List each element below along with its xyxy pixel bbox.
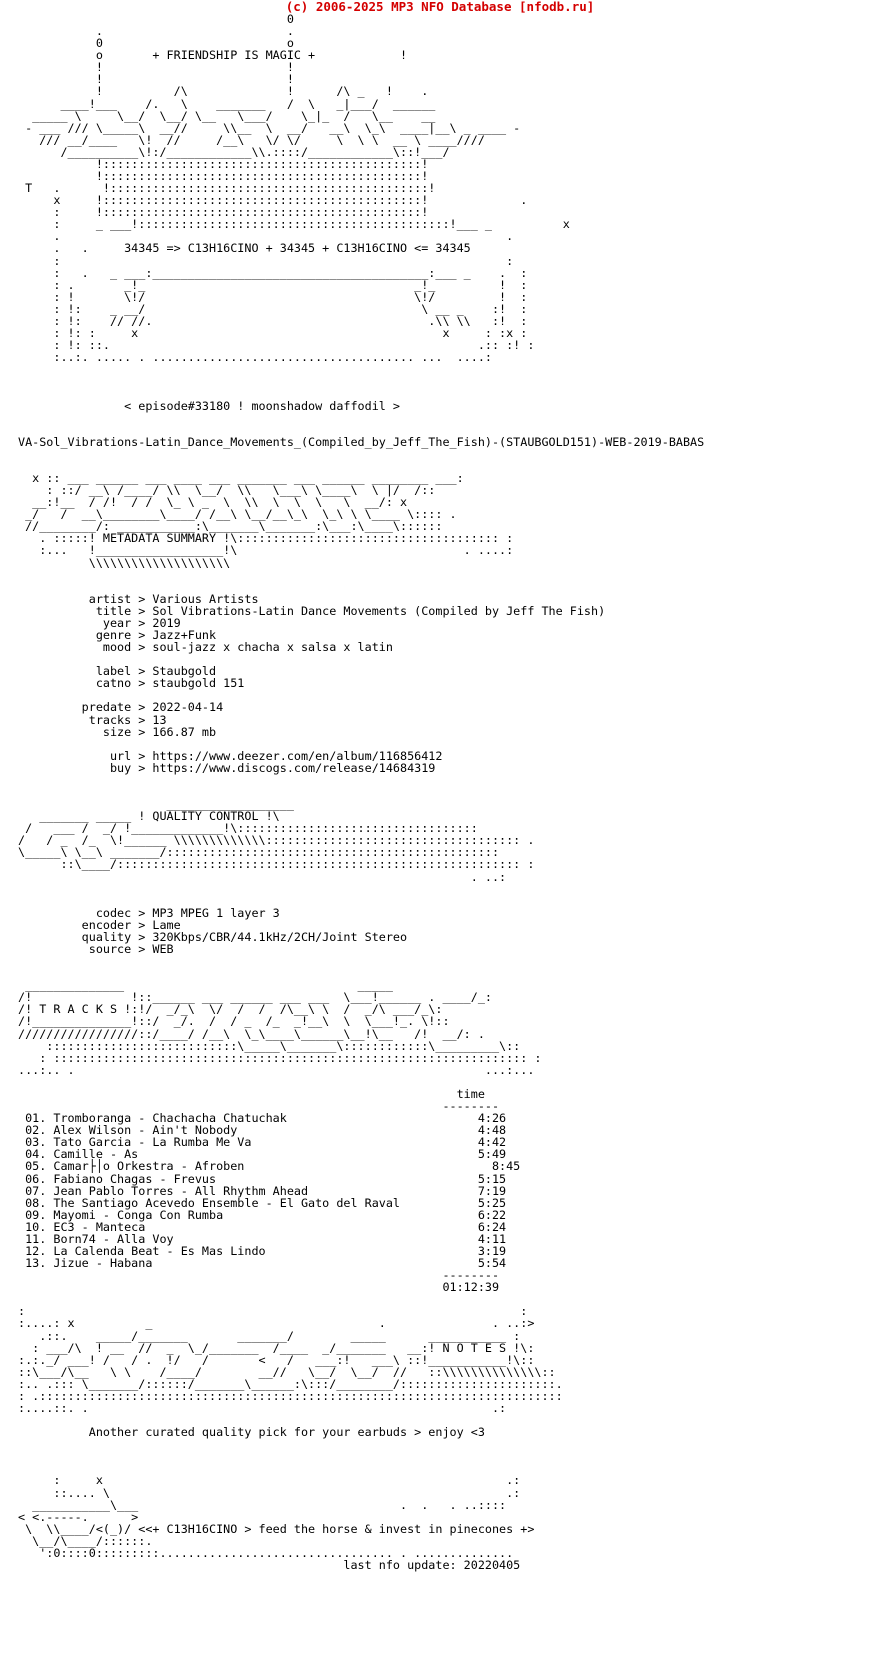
nfo-content: 0 . . 0 o o + FRIENDSHIP IS MAGIC + ! ! ! ! ! ! /\ ! /\ _ ! . ____!___ /. \ _______ / \ _|___/ ______ _____ \ \__/ \__/ \__ \___/ \_|_ / \__ __ - ___ /// \_____\ __// \\__ \ __/ __\ \_\ ____|__\ _ ____ - /// __/____ \! // /__\ \/ \/ \ \ \ __ \ ____//// /__________\!:/____________\\.::::/____________\::!___/ !:::::::::::::::::::::::::::::::::::::::::::::! !:::::::::::::::::::::::::::::::::::::::::::::! T . !:::::::::::::::::::::::::::::::::::::::::::::! x !:::::::::::::::::::::::::::::::::::::::::::::! . : !:::::::::::::::::::::::::::::::::::::::::::::! : _ ___!::::::::::::::::::::::::::::::::::::::::::::!___ _ x . . . . 34345 => C13H16CINO + 34345 + C13H16CINO <= 34345 : : : . _ ___:_______________________________________:___ _ . : : . _!_ _!_ ! : : ! \!/ \!/ ! : : !: _ __/ \ __ _ :! : : !: // //. .\\ \\ :! : : !: : x x : :x : : !: ::. .:: :! : :..:. ..... . ..................................... ... ....: < episode#33180 ! moonshadow daffodil > VA-Sol_Vibrations-Latin_Dance_Movements_(Compiled_by_Jeff_The_Fish)-(STAUBGOLD151)-WEB-2019-BABAS x :: ___ ______ ___ ____ ___ _______ ___ ______ ________ ___: : ::/ __\ /____/ \\ \__/ \\ \___\ \____\ \ |/ /:: __:!__ / /! / / \_ \ _ \ \\ \ \ \ \ __/: x _/ / __\________\____/ /__\ \__/__\_\ \_\ \ \____ \:::: . //________/: ___________:\_______\_______:\___:\____\:::::: . :::::! METADATA SUMMARY !\::::::::::::::::::::::::::::::::::::: : :... !__________________!\ . ....: \\\\\\\\\\\\\\\\\\\\ artist > Various Artists title > Sol Vibrations-Latin Dance Movements (Compiled by Jeff The Fish) year > 2019 genre > Jazz+Funk mood > soul-jazz x chacha x salsa x latin label > Staubgold catno > staubgold 151 predate > 2022-04-14 tracks > 13 size > 166.87 mb url > https://www.deezer.com/en/album/116856412 buy > https://www.discogs.com/release/14684319 __________________ _______ _____ ! QUALITY CONTROL !\ / ___ / _/ !_____________!\:::::::::::::::::::::::::::::::::: / / _ /_ \!______ \\\\\\\\\\\\\:::::::::::::::::::::::::::::::::::: . \_____\ \__\ _______/::::::::::::::::::::::::::::::::::::::::::::::: ::\____/::::::::::::::::::::::::::::::::::::::::::::::::::::::::: : . ..: codec > MP3 MPEG 1 layer 3 encoder > Lame quality > 320Kbps/CBR/44.1kHz/2CH/Joint Stereo source > WEB ______________ _____ /! !::______ ___ ______ ___ ___ \___!______ . ____/_: /! T R A C K S !:!/ _/_\ \/ / / /\__\ \ / _/\ ___/_\: /!______________!::/ _/. / / _ /_ _!__\ \ \___!_. \!:: /////////////////::/____/ /__\ \_\____\______\__!\__ /! __/: . :::::::::::::::::::::::::::\_____\_______\::::::::::::\_________\:: : ::::::::::::::::::::::::::::::::::::::::::::::::::::::::::::::::::: : ...:.. . ...:... time -------- 01. Tromboranga - Chachacha Chatuchak 4:26 02. Alex Wilson - Ain't Nobody 4:48 03. Tato Garcia - La Rumba Me Va 4:42 04. Camille - As 5:49 05. Camar├│o Orkestra - Afroben 8:45 06. Fabiano Chagas - Frevus 5:15 07. Jean Pablo Torres - All Rhythm Ahead 7:19 08. The Santiago Acevedo Ensemble - El Gato del Raval 5:25 09. Mayomi - Conga Con Rumba 6:22 10. EC3 - Manteca 6:24 11. Born74 - Alla Voy 4:11 12. La Calenda Beat - Es Mas Lindo 3:19 13. Jizue - Habana 5:54 -------- 01:12:39 : : :....: x _ . . ..:> .::. _____/_______ _______/ _____ ___________ : : ___/\ ! __ // _ \_/_______ /____ _/_______ __:! N O T E S !\: :.:._/ ___! / / . !/ / < / ___:! ___\ ::!___________!\:: ::\___/\__ \ \ /____/ __// \__/ \__/ // ::\\\\\\\\\\\\\\:: :.. .::: \_______/::::::/_______\______:\:::/________/::::::::::::::::::::::. : .:::::::::::::::::::::::::::::::::::::::::::::::::::::::::::::::::::::::::: :....::. . .: Another curated quality pick for your earbuds > enjoy <3 : x .: ::.... \ .: ___________\___ . . . ..:::: < <.-----. > \ \\____/<(_)/ <<+ C13H16CINO > feed the horse & invest in pinecones +> \__/\____/::::::. ':0::::0:::::::::................................. . .............. last nfo update: 20220405 — [18, 12, 705, 1572]
site-header: (c) 2006-2025 MP3 NFO Database [nfodb.ru] — [285, 0, 595, 14]
